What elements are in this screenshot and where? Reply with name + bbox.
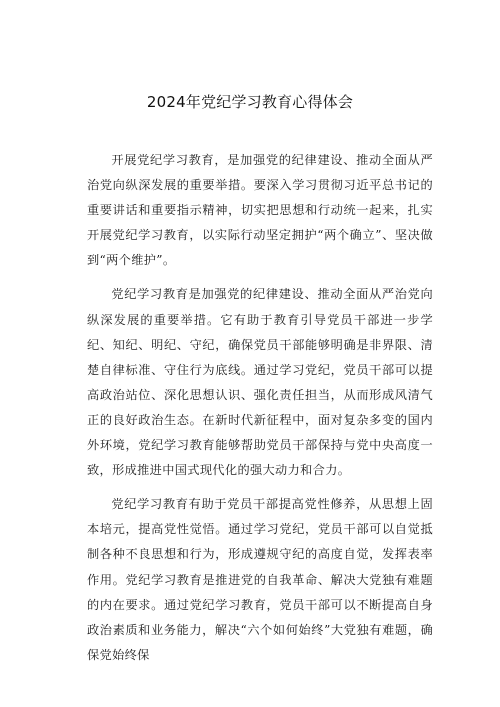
paragraph-2: 党纪学习教育是加强党的纪律建设、推动全面从严治党向纵深发展的重要举措。它有助于教育引导党员干部进一步学纪、知纪、明纪、守纪，确保党员干部能够明确是非界限、清楚自律标准、守住行为底线。通过学习党纪，党员干部可以提高政治站位、深化思想认识、强化责任担当，从而形成风清气正的良好政治生态。在新时代新征程中，面对复杂多变的国内外环境，党纪学习教育能够帮助党员干部保持与党中央高度一致，形成推进中国式现代化的强大动力和合力。 <box>87 287 433 478</box>
paragraph-1: 开展党纪学习教育，是加强党的纪律建设、推动全面从严治党向纵深发展的重要举措。要深入学习贯彻习近平总书记的重要讲话和重要指示精神，切实把思想和行动统一起来，扎实开展党纪学习教育，以实际行动坚定拥护“两个确立”、坚决做到“两个维护”。 <box>87 153 433 268</box>
document-title: 2024年党纪学习教育心得体会 <box>146 93 354 111</box>
paragraph-3: 党纪学习教育有助于党员干部提高党性修养，从思想上固本培元，提高党性觉悟。通过学习党纪，党员干部可以自觉抵制各种不良思想和行为，形成遵规守纪的高度自觉，发挥表率作用。党纪学习教育是推进党的自我革命、解决大党独有难题的内在要求。通过党纪学习教育，党员干部可以不断提高自身政治素质和业务能力，解决“六个如何始终”大党独有难题，确保党始终保 <box>87 497 433 662</box>
document-body <box>87 148 433 677</box>
